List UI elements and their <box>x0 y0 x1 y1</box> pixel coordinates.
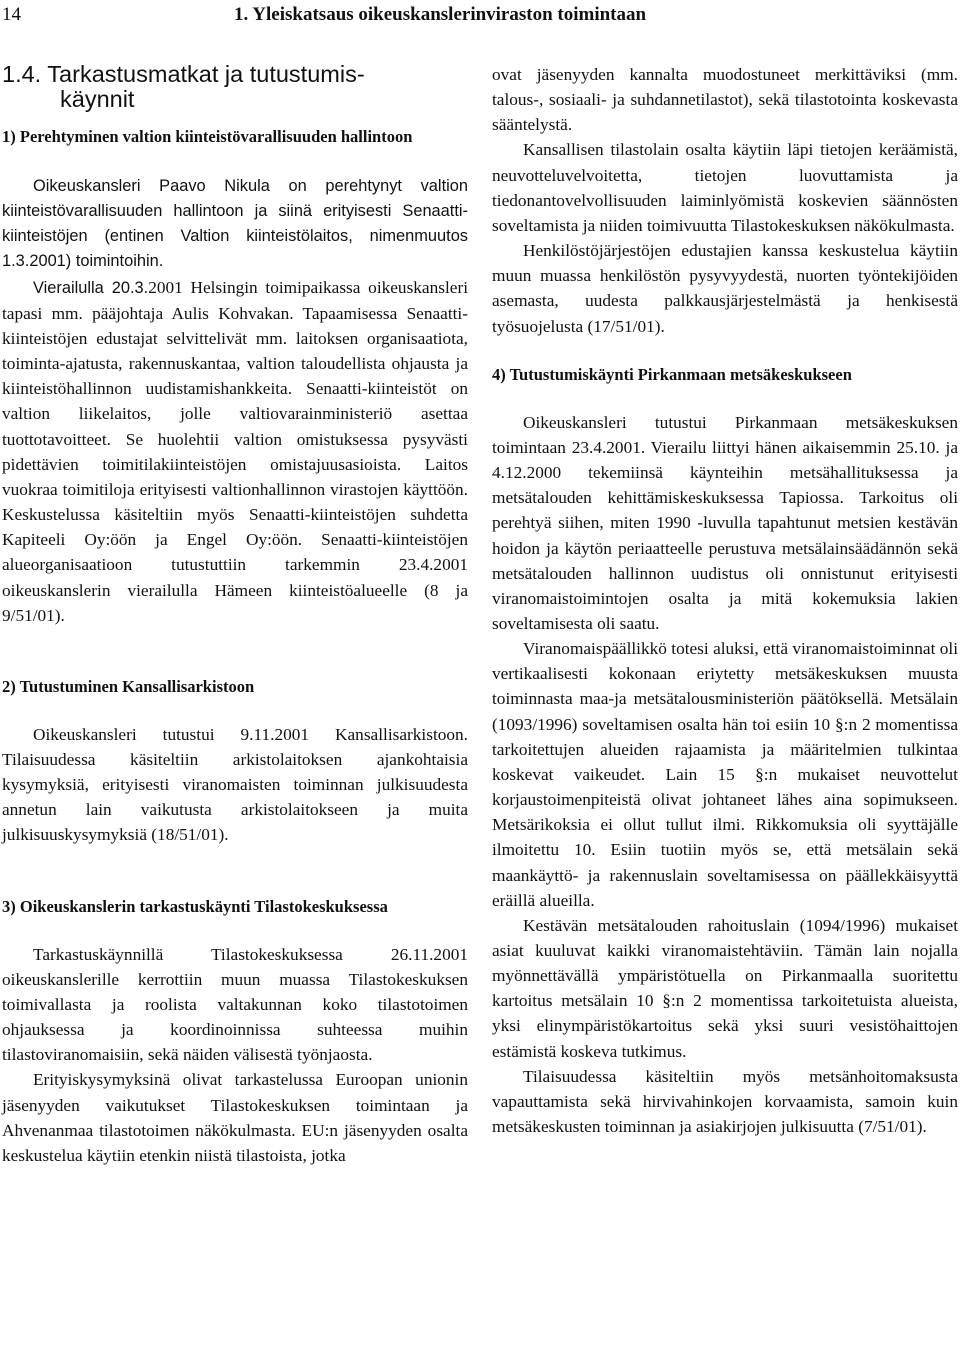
section-title-line1: 1.4. Tarkastusmatkat ja tutustumis- <box>2 61 365 87</box>
paragraph-1-1: Oikeuskansleri Paavo Nikula on perehtynyt valtion kiinteistövarallisuuden hallintoon ja siinä erityisesti Senaatti-kiinteistöjen (entinen Valtion kiinteistölaitos, nimenmuutos 1.3.2001) toimintoihin. <box>2 177 468 271</box>
subsection-title-4: 4) Tutustumiskäynti Pirkanmaan metsäkeskukseen <box>492 364 852 384</box>
paragraph-3-5: Henkilöstöjärjestöjen edustajien kanssa keskustelua käytiin muun muassa henkilöstön pysyvyydestä, nuorten työntekijöiden asemasta, uudesta palkkausjärjestelmästä ja henkisestä työsuojelusta (17/51/01). <box>492 241 958 336</box>
subsection-title-1: 1) Perehtyminen valtion kiinteistövarallisuuden hallintoon <box>2 127 413 146</box>
paragraph-1-2 <box>2 275 468 628</box>
paragraph-3-1: Tarkastuskäynnillä Tilastokeskuksessa 26.11.2001 oikeuskanslerille kerrottiin muun muassa Tilastokeskuksen toimivallasta ja roolista valtakunnan koko tilastotoimen ohjauksessa ja koordinoinnissa suhteessa muihin tilastoviranomaisiin, sekä näiden välisestä työnjaosta. <box>2 944 468 1065</box>
subsection-title-3: 3) Oikeuskanslerin tarkastuskäynti Tilastokeskuksessa <box>2 896 388 916</box>
page-number: 14 <box>2 4 21 25</box>
page-header <box>0 0 960 36</box>
paragraph-4-2: Viranomaispäällikkö totesi aluksi, että viranomaistoiminnat oli vertikaalisesti kokonaan eriytetty metsäkeskuksen muusta toiminnasta maa-ja metsätalousministeriön päätöksellä. Metsälain (1093/1996) soveltamisen osalta hän toi esiin 10 §:n 2 momentissa tarkoitettujen alueiden rajaamista ja määritelmien tulkintaa koskevat vaikeudet. Lain 15 §:n mukaiset neuvottelut korjaustoimenpiteistä olivat johtaneet lähes aina sopimukseen. Metsärikoksia ei ollut tullut ilmi. Rikkomuksia oli syyttäjälle ilmoitettu 10. Esiin tuotiin myös se, että metsälain sekä maankäyttö- ja rakennuslain soveltamisessa on päällekkäisyyttä eräillä alueilla. <box>492 639 958 910</box>
paragraph-3-3: ovat jäsenyyden kannalta muodostuneet merkittäviksi (mm. talous-, sosiaali- ja suhdannetilastot), sekä tilastotointa koskevasta sääntelystä. <box>492 65 958 135</box>
paragraph-2-1: Oikeuskansleri tutustui 9.11.2001 Kansallisarkistoon. Tilaisuudessa käsiteltiin arkistolaitoksen ajankohtaisia kysymyksiä, erityisesti viranomaisten toiminnan julkisuudesta annetun lain vaikutusta arkistolaitokseen ja muita julkisuuskysymyksiä (18/51/01). <box>2 724 468 845</box>
section-title-line2: käynnit <box>60 86 135 112</box>
paragraph-1-2-body: 2001 Helsingin toimipaikassa oikeuskansleri tapasi mm. pääjohtaja Aulis Kohvakan. Tapaamisessa Senaatti-kiinteistöjen edustajat selvittelivät mm. laitoksen organisaatiota, toiminta-ajatusta, rakennuskantaa, valtion taloudellista ohjausta ja kiinteistöhallinnon uudistamishankkeita. Senaatti-kiinteistöt on valtion liikelaitos, jolle valtiovarainministeriö asettaa tuottotavoitteet. Se huolehtii valtion omistuksessa pysyvästi pidettävien toimitilakiinteistöjen omistajuusasioista. Laitos vuokraa toimitiloja erityisesti valtionhallinnon virastojen käyttöön. Keskustelussa käsiteltiin myös Senaatti-kiinteistöjen suhdetta Kapiteeli Oy:öön ja Engel Oy:öön. Senaatti-kiinteistöjen alueorganisaatioon tutustuttiin tarkemmin 23.4.2001 oikeuskanslerin vierailulla Hämeen kiinteistöalueelle (8 ja 9/51/01). <box>2 277 468 625</box>
paragraph-4-3: Kestävän metsätalouden rahoituslain (1094/1996) mukaiset asiat kuuluvat kaikki viranomaistehtäviin. Tämän lain nojalla myönnettävällä ympäristötuella on Pirkanmaalla suoritettu kartoitus metsälain 10 §:n 2 momentissa tarkoitetuista alueista, yksi elinympäristökartoitus sekä yksi suuri vesistöhaittojen estämistä koskeva tutkimus. <box>492 915 958 1061</box>
paragraph-3-2: Erityiskysymyksinä olivat tarkastelussa Euroopan unionin jäsenyyden vaikutukset Tilastokeskuksen toimintaan ja Ahvenanmaa tilastotoimen näkökulmasta. EU:n jäsenyyden osalta keskustelua käytiin etenkin niistä tilastoista, jotka <box>2 1070 468 1165</box>
paragraph-1-2-lead: Vierailulla 20.3. <box>33 278 149 297</box>
left-column <box>2 62 468 1168</box>
section-title <box>2 62 468 112</box>
paragraph-3-4: Kansallisen tilastolain osalta käytiin läpi tietojen keräämistä, neuvotteluvelvoitetta, tietojen luovuttamista ja tiedonantovelvollisuuden laiminlyömistä koskevien säännösten soveltamista ja niiden toimivuutta Tilastokeskuksen näkökulmasta. <box>492 140 958 235</box>
paragraph-4-1: Oikeuskansleri tutustui Pirkanmaan metsäkeskuksen toimintaan 23.4.2001. Vierailu liittyi hänen aikaisemmin 25.10. ja 4.12.2000 tekemiinsä käynteihin metsähallituksessa ja metsätalouden kehittämiskeskuksessa Tapiossa. Tarkoitus oli perehtyä siihen, miten 1990 -luvulla tapahtunut metsien kestävän hoidon ja käytön periaatteelle perustuva metsälainsäädännön sekä metsätalouden hallinnon uudistus oli onnistunut erityisesti viranomaistoimintojen osalta ja mitä kokemuksia lakien soveltamisesta oli saatu. <box>492 412 958 633</box>
running-title: 1. Yleiskatsaus oikeuskanslerinviraston toimintaan <box>234 4 647 25</box>
right-column <box>492 62 958 1139</box>
subsection-title-2: 2) Tutustuminen Kansallisarkistoon <box>2 676 255 696</box>
paragraph-4-4: Tilaisuudessa käsiteltiin myös metsänhoitomaksusta vapauttamista sekä hirvivahinkojen korvaamista, samoin kuin metsäkeskusten toiminnan ja asiakirjojen julkisuutta (7/51/01). <box>492 1066 958 1137</box>
